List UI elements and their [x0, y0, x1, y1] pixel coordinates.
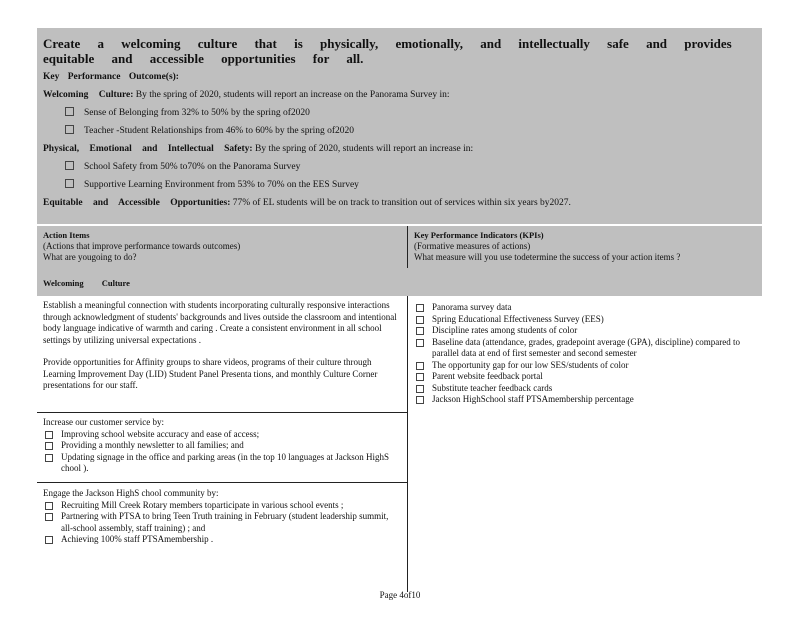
action-block-connection	[37, 296, 407, 412]
action-block-community	[37, 484, 407, 584]
list-item: Panorama survey data	[414, 302, 756, 314]
kpo-label: Key Performance Outcome(s):	[43, 72, 179, 82]
kpi-sub2: What measure will you use todetermine the success of your action items ?	[414, 252, 681, 262]
checkbox-icon	[65, 125, 74, 134]
checkbox-icon	[65, 107, 74, 116]
page-number: Page 4of10	[379, 590, 421, 600]
list-item: Substitute teacher feedback cards	[414, 383, 756, 395]
section-label: Welcoming Culture	[43, 278, 130, 288]
kpi-header	[408, 226, 774, 267]
welcoming-bullet: Sense of Belonging from 32% to 50% by the spring of2020	[65, 104, 756, 122]
block3-intro: Engage the Jackson HighS chool community by:	[43, 488, 219, 498]
kpi-list	[414, 302, 756, 406]
table-header-row	[37, 226, 762, 296]
kpi-list-cell	[408, 298, 762, 410]
list-item: Parent website feedback portal	[414, 371, 756, 383]
table-body	[37, 296, 762, 596]
physical-bullet: School Safety from 50% to70% on the Panorama Survey	[65, 158, 756, 176]
list-item: Recruiting Mill Creek Rotary members toparticipate in various school events ;	[43, 500, 401, 512]
list-item: Improving school website accuracy and ease of access;	[43, 429, 401, 441]
list-item: Discipline rates among students of color	[414, 325, 756, 337]
welcoming-bullet: Teacher -Student Relationships from 46% to 60% by the spring of2020	[65, 122, 756, 140]
kpi-sub1: (Formative measures of actions)	[414, 241, 531, 251]
action-block-customer-service	[37, 413, 407, 483]
physical-bullet: Supportive Learning Environment from 53% to 70% on the EES Survey	[65, 176, 756, 194]
block1-paragraph1: Establish a meaningful connection with students incorporating culturally responsive interactions through acknowledgment of students' backgrounds and lives outside the classroom and intentional body language indicative of warmth and caring . Create a consistent environment in all school settings by utilizing universal expectations .	[43, 300, 397, 345]
checkbox-icon	[65, 179, 74, 188]
list-item: Achieving 100% staff PTSAmembership .	[43, 534, 401, 546]
block2-intro: Increase our customer service by:	[43, 417, 164, 427]
goal-statement: Create a welcoming culture that is physically, emotionally, and intellectually safe and provides equitable and accessible opportunities for all.	[43, 36, 732, 66]
equitable-line	[43, 194, 756, 212]
physical-label: Physical, Emotional and Intellectual Safety:	[43, 144, 253, 154]
physical-line	[43, 140, 756, 158]
equitable-label: Equitable and Accessible Opportunities:	[43, 198, 231, 208]
document-page	[37, 28, 762, 544]
action-items-sub2: What are yougoing to do?	[43, 252, 137, 262]
action-items-header	[37, 226, 419, 267]
list-item: Updating signage in the office and parking areas (in the top 10 languages at Jackson HighS chool ).	[43, 452, 401, 475]
welcoming-text: By the spring of 2020, students will report an increase on the Panorama Survey in:	[135, 90, 450, 100]
list-item: Providing a monthly newsletter to all families; and	[43, 440, 401, 452]
physical-text: By the spring of 2020, students will report an increase in:	[254, 144, 474, 154]
list-item: Partnering with PTSA to bring Teen Truth training in February (student leadership summit, all-school assembly, staff training) ; and	[43, 511, 401, 534]
equitable-text: 77% of EL students will be on track to transition out of services within six years by2027.	[232, 198, 571, 208]
welcoming-label: Welcoming Culture:	[43, 90, 134, 100]
block1-paragraph2: Provide opportunities for Affinity groups to share videos, programs of their culture through Learning Improvement Day (LID) Student Panel Presenta tions, and monthly Culture Corner presentations for our staff.	[43, 357, 378, 390]
outcomes-header	[37, 28, 762, 224]
kpi-title: Key Performance Indicators (KPIs)	[414, 230, 544, 240]
list-item: The opportunity gap for our low SES/students of color	[414, 360, 756, 372]
list-item: Jackson HighSchool staff PTSAmembership percentage	[414, 394, 756, 406]
checkbox-icon	[65, 161, 74, 170]
welcoming-line	[43, 86, 756, 104]
block3-list	[43, 500, 401, 546]
row-divider	[37, 482, 407, 483]
list-item: Spring Educational Effectiveness Survey (EES)	[414, 314, 756, 326]
list-item: Baseline data (attendance, grades, gradepoint average (GPA), discipline) compared to parallel data at end of first semester and second semester	[414, 337, 756, 360]
block2-list	[43, 429, 401, 475]
action-items-title: Action Items	[43, 230, 90, 240]
action-items-sub1: (Actions that improve performance towards outcomes)	[43, 241, 241, 251]
column-divider	[407, 226, 408, 268]
